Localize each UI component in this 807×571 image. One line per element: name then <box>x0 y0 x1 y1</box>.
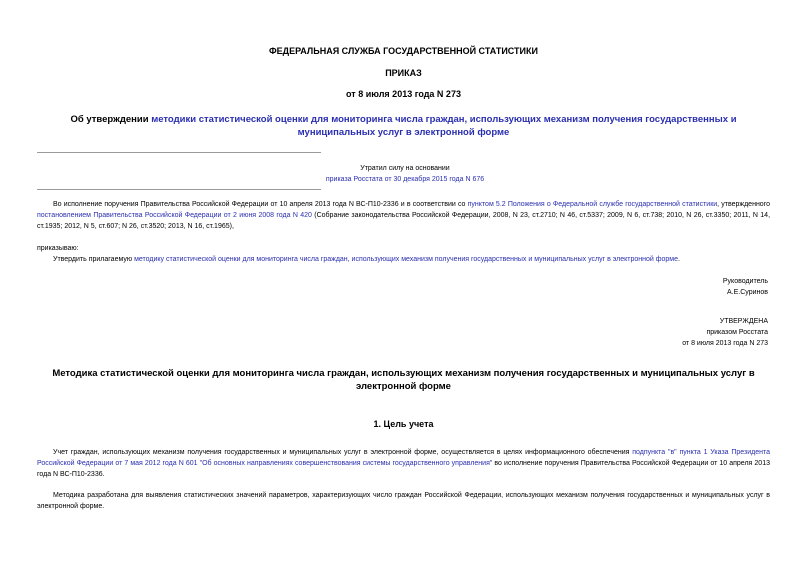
document-type: ПРИКАЗ <box>385 68 422 78</box>
divider-bottom <box>37 189 321 190</box>
preamble-paragraph <box>37 199 770 232</box>
order-text-1: Утвердить прилагаемую <box>53 256 135 263</box>
status-text: Утратил силу на основании <box>360 165 450 172</box>
purpose-text-2: во исполнение поручения Правительства Российской Федерации от 10 апреля 2013 года N ВС-П10-2336. <box>37 460 770 478</box>
approval-line-3: от 8 июля 2013 года N 273 <box>682 340 768 347</box>
preamble-text-2: , утвержденного <box>717 201 770 208</box>
signature-role: Руководитель <box>722 278 768 285</box>
signature-block <box>723 276 768 298</box>
document-title <box>37 113 770 139</box>
status-link[interactable]: приказа Росстата от 30 декабря 2015 года N 676 <box>325 176 485 183</box>
status-note <box>260 163 550 185</box>
ukaz-link[interactable]: подпункта "в" пункта 1 Указа Президента Российской Федерации от 7 мая 2012 года N 601 "Об основных направлениях совершенствования системы государственного управления" <box>37 449 770 467</box>
purpose-text-1: Учет граждан, использующих механизм получения государственных и муниципальных услуг в электронной форме, осуществляется в целях информационного обеспечения <box>53 449 633 456</box>
decree-link[interactable]: постановлением Правительства Российской Федерации от 2 июня 2008 года N 420 <box>37 212 312 219</box>
method-title: Методика статистической оценки для мониторинга числа граждан, использующих механизм получения государственных и муниципальных услуг в электронной форме <box>52 368 755 392</box>
purpose-paragraph <box>37 447 770 480</box>
approval-block <box>682 316 768 349</box>
preamble-text-1: Во исполнение поручения Правительства Российской Федерации от 10 апреля 2013 года N ВС-П10-2336 и в соответствии со <box>53 201 468 208</box>
agency-name: ФЕДЕРАЛЬНАЯ СЛУЖБА ГОСУДАРСТВЕННОЙ СТАТИСТИКИ <box>269 46 538 56</box>
title-link[interactable]: методики статистической оценки для мониторинга числа граждан, использующих механизм получения государственных и муниципальных услуг в электронной форме <box>151 114 737 138</box>
divider-top <box>37 152 321 153</box>
method-link[interactable]: методику статистической оценки для мониторинга числа граждан, использующих механизм получения государственных и муниципальных услуг в электронной форме <box>134 256 679 263</box>
regulation-link[interactable]: пунктом 5.2 Положения о Федеральной службе государственной статистики <box>467 201 718 208</box>
order-paragraph <box>37 254 770 265</box>
order-text-2: . <box>678 256 680 263</box>
signature-name: А.Е.Суринов <box>727 289 768 296</box>
approval-line-1: УТВЕРЖДЕНА <box>719 318 768 325</box>
document-date: от 8 июля 2013 года N 273 <box>346 89 461 99</box>
approval-line-2: приказом Росстата <box>706 329 768 336</box>
section-heading: 1. Цель учета <box>373 419 434 429</box>
title-prefix: Об утверждении <box>70 114 152 125</box>
preamble-text-3: (Собрание законодательства Российской Федерации, 2008, N 23, ст.2710; N 46, ст.5337; 2009, N 6, ст.738; 2010, N 26, ст.3350; 2011, N 14, ст.1935; 2012, N 5, ст.607; N 26, ст.3520; 2013, N 16, ст.1965), <box>37 212 771 230</box>
method-paragraph: Методика разработана для выявления статистических значений параметров, характеризующих число граждан Российской Федерации, использующих механизм получения государственных и муниципальных услуг в электронной форме. <box>37 492 770 510</box>
order-word: приказываю: <box>37 245 79 252</box>
